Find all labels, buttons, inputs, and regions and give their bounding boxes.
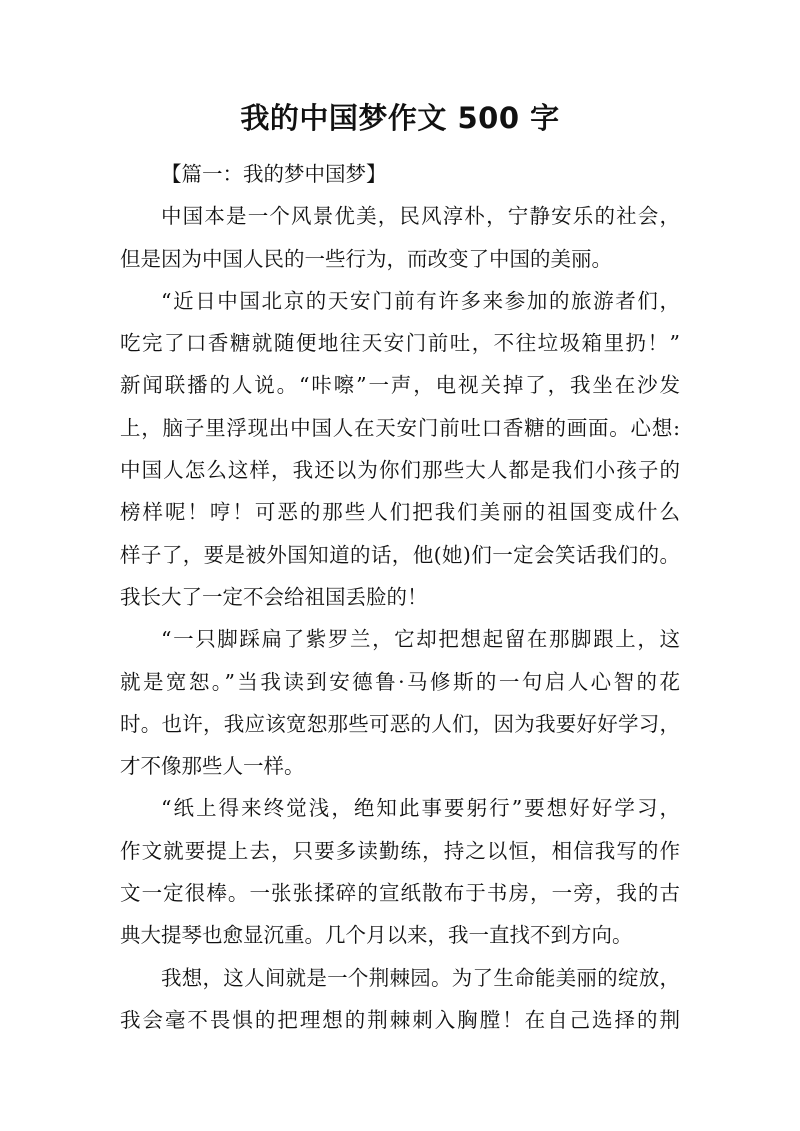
document-body — [120, 153, 680, 1041]
paragraph-line: 榜样呢！哼！可恶的那些人们把我们美丽的祖国变成什么 — [120, 500, 680, 525]
paragraph-line: 新闻联播的人说。“咔嚓”一声，电视关掉了，我坐在沙发 — [120, 373, 680, 398]
section-heading: 【篇一：我的梦中国梦】 — [161, 162, 387, 186]
paragraph-line: 但是因为中国人民的一些行为，而改变了中国的美丽。 — [120, 246, 612, 271]
paragraph-line: 我想，这人间就是一个荆棘园。为了生命能美丽的绽放， — [161, 965, 680, 990]
paragraph-line: 吃完了口香糖就随便地往天安门前吐，不往垃圾箱里扔！” — [120, 331, 680, 356]
paragraph-line: 上，脑子里浮现出中国人在天安门前吐口香糖的画面。心想: — [120, 415, 680, 440]
paragraph-line: 文一定很棒。一张张揉碎的宣纸散布于书房，一旁，我的古 — [120, 881, 680, 906]
document-title: 我的中国梦作文 500 字 — [240, 101, 560, 135]
paragraph-line: 中国人怎么这样，我还以为你们那些大人都是我们小孩子的 — [120, 458, 680, 483]
paragraph-line: “一只脚踩扁了紫罗兰，它却把想起留在那脚跟上，这 — [161, 627, 680, 652]
paragraph-line: 我长大了一定不会给祖国丢脸的！ — [120, 584, 428, 609]
paragraph-line: 典大提琴也愈显沉重。几个月以来，我一直找不到方向。 — [120, 923, 633, 948]
paragraph-line: 才不像那些人一样。 — [120, 754, 305, 779]
paragraph-line: “近日中国北京的天安门前有许多来参加的旅游者们， — [161, 288, 680, 313]
paragraph-line: 作文就要提上去，只要多读勤练，持之以恒，相信我写的作 — [120, 838, 680, 863]
paragraph-line: 我会毫不畏惧的把理想的荆棘刺入胸膛！在自己选择的荆 — [120, 1007, 680, 1032]
paragraph-line: 时。也许，我应该宽恕那些可恶的人们，因为我要好好学习， — [120, 711, 680, 736]
paragraph-line: 中国本是一个风景优美，民风淳朴，宁静安乐的社会， — [161, 204, 680, 229]
paragraph-line: 样子了，要是被外国知道的话，他(她)们一定会笑话我们的。 — [120, 542, 680, 567]
paragraph-line: “纸上得来终觉浅，绝知此事要躬行”要想好好学习， — [161, 796, 680, 821]
paragraph-line: 就是宽恕。”当我读到安德鲁·马修斯的一句启人心智的花 — [120, 669, 680, 694]
